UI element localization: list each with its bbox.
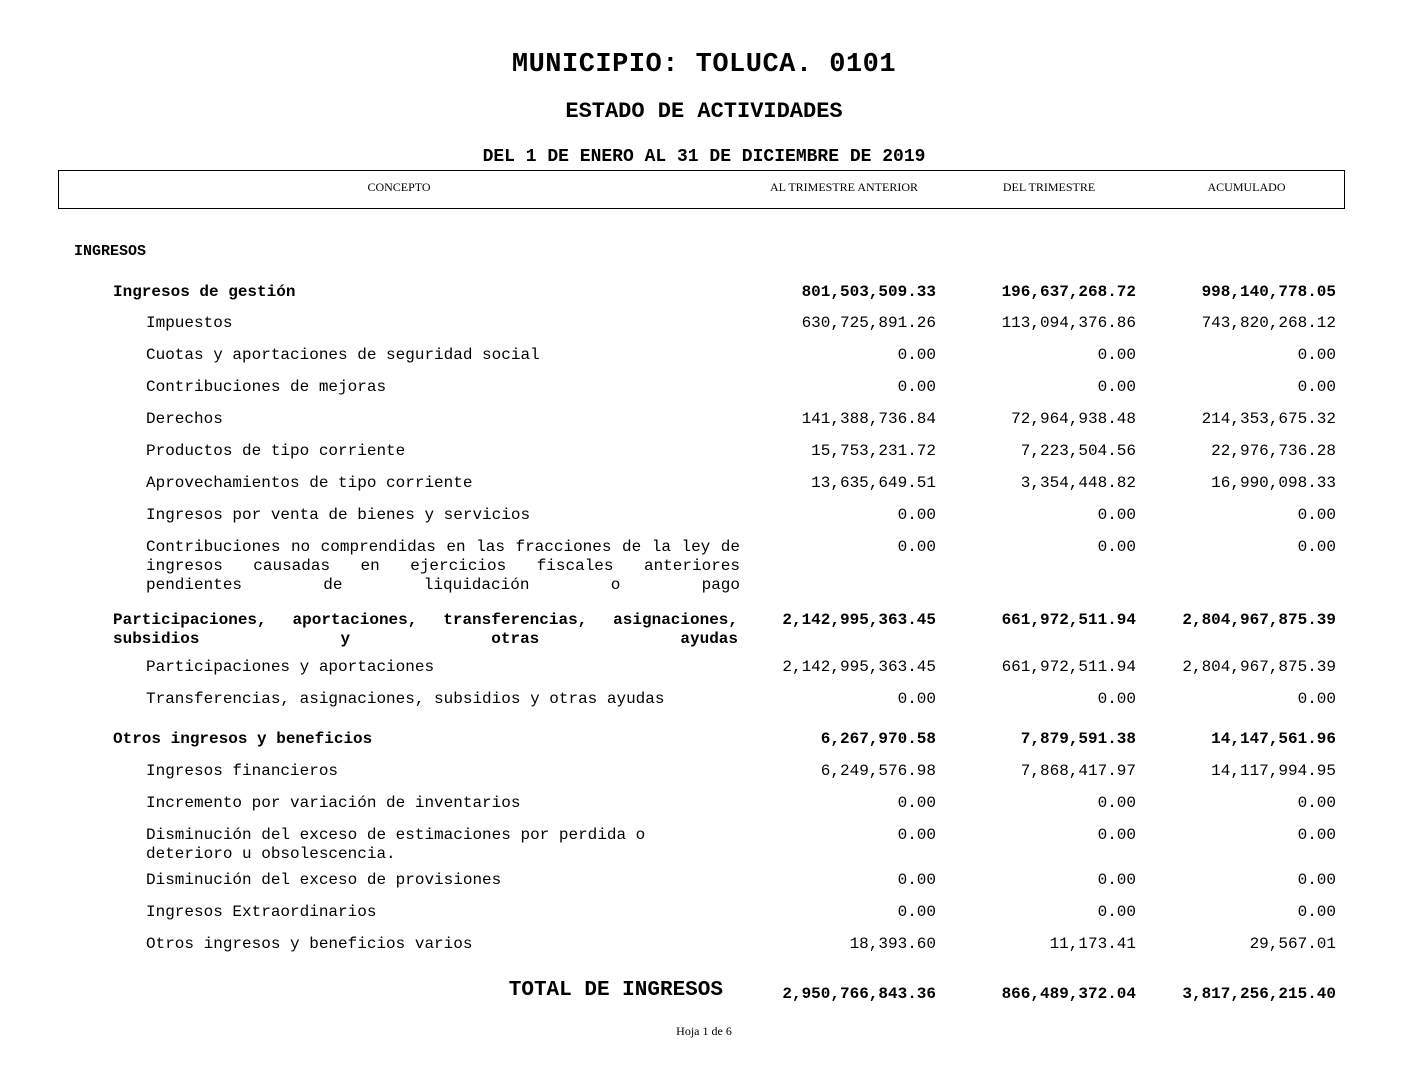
column-header-trimestre: DEL TRIMESTRE (1002, 180, 1096, 194)
value-acumulado: 743,820,268.12 (1201, 314, 1336, 332)
value-trimestre: 7,868,417.97 (1020, 762, 1136, 780)
row-label: Otros ingresos y beneficios varios (146, 935, 473, 953)
value-trimestre: 0.00 (1097, 538, 1136, 556)
row-label: Otros ingresos y beneficios (113, 730, 373, 748)
value-anterior: 0.00 (897, 538, 936, 556)
section-heading-ingresos: INGRESOS (74, 243, 147, 260)
value-anterior: 2,142,995,363.45 (782, 611, 936, 629)
row-label: Ingresos financieros (146, 762, 339, 780)
value-acumulado: 14,117,994.95 (1211, 762, 1336, 780)
value-trimestre: 661,972,511.94 (1001, 658, 1136, 676)
row-label: Participaciones y aportaciones (146, 658, 435, 676)
value-trimestre: 0.00 (1097, 903, 1136, 921)
total-label: TOTAL DE INGRESOS (508, 979, 723, 1002)
value-acumulado: 998,140,778.05 (1201, 283, 1336, 301)
value-acumulado: 2,804,967,875.39 (1182, 611, 1336, 629)
column-header-row (58, 170, 1345, 209)
value-acumulado: 0.00 (1297, 538, 1336, 556)
value-acumulado: 0.00 (1297, 903, 1336, 921)
value-trimestre: 0.00 (1097, 826, 1136, 844)
value-anterior: 801,503,509.33 (801, 283, 936, 301)
value-trimestre: 0.00 (1097, 506, 1136, 524)
value-trimestre: 0.00 (1097, 794, 1136, 812)
row-label: Aprovechamientos de tipo corriente (146, 474, 473, 492)
value-trimestre: 661,972,511.94 (1001, 611, 1136, 629)
value-anterior: 0.00 (897, 826, 936, 844)
value-acumulado: 214,353,675.32 (1201, 410, 1336, 428)
value-acumulado: 0.00 (1297, 346, 1336, 364)
value-acumulado: 0.00 (1297, 794, 1336, 812)
value-trimestre: 196,637,268.72 (1001, 283, 1136, 301)
value-acumulado: 0.00 (1297, 826, 1336, 844)
value-anterior: 0.00 (897, 346, 936, 364)
column-header-acumulado: ACUMULADO (1207, 180, 1286, 194)
row-label: Participaciones, aportaciones, transferencias, asignaciones, subsidios y otras ayudas (113, 611, 738, 648)
value-acumulado: 14,147,561.96 (1211, 730, 1336, 748)
value-trimestre: 11,173.41 (1049, 935, 1136, 953)
column-header-anterior: AL TRIMESTRE ANTERIOR (769, 180, 918, 194)
value-anterior: 0.00 (897, 871, 936, 889)
value-anterior: 15,753,231.72 (811, 442, 936, 460)
value-acumulado: 2,804,967,875.39 (1182, 658, 1336, 676)
value-acumulado: 0.00 (1297, 871, 1336, 889)
value-anterior: 141,388,736.84 (801, 410, 936, 428)
row-label: Transferencias, asignaciones, subsidios y otras ayudas (146, 690, 665, 708)
row-label: Ingresos por venta de bienes y servicios (146, 506, 531, 524)
value-acumulado: 0.00 (1297, 690, 1336, 708)
value-anterior: 18,393.60 (849, 935, 936, 953)
value-acumulado: 0.00 (1297, 506, 1336, 524)
value-anterior: 6,249,576.98 (820, 762, 936, 780)
row-label: Contribuciones no comprendidas en las fracciones de la ley de ingresos causadas en ejercicios fiscales anteriores pendientes de liquidación o pago (146, 538, 740, 594)
value-trimestre: 0.00 (1097, 690, 1136, 708)
row-label: Ingresos Extraordinarios (146, 903, 377, 921)
total-anterior: 2,950,766,843.36 (782, 985, 936, 1003)
value-trimestre: 72,964,938.48 (1011, 410, 1136, 428)
page-number: Hoja 1 de 6 (676, 1024, 732, 1038)
total-trimestre: 866,489,372.04 (1001, 985, 1136, 1003)
report-municipality-title: MUNICIPIO: TOLUCA. 0101 (511, 50, 897, 80)
row-label: Incremento por variación de inventarios (146, 794, 521, 812)
value-trimestre: 7,879,591.38 (1020, 730, 1136, 748)
column-header-concepto: CONCEPTO (367, 180, 431, 194)
total-acumulado: 3,817,256,215.40 (1182, 985, 1336, 1003)
value-acumulado: 16,990,098.33 (1211, 474, 1336, 492)
value-anterior: 0.00 (897, 794, 936, 812)
value-trimestre: 3,354,448.82 (1020, 474, 1136, 492)
row-label: Impuestos (146, 314, 233, 332)
value-acumulado: 0.00 (1297, 378, 1336, 396)
value-trimestre: 0.00 (1097, 378, 1136, 396)
row-label: Disminución del exceso de estimaciones por perdida o deterioro u obsolescencia. (146, 826, 646, 863)
row-label: Disminución del exceso de provisiones (146, 871, 502, 889)
value-trimestre: 0.00 (1097, 346, 1136, 364)
report-statement-title: ESTADO DE ACTIVIDADES (565, 99, 843, 124)
value-anterior: 0.00 (897, 378, 936, 396)
row-label: Contribuciones de mejoras (146, 378, 387, 396)
value-acumulado: 29,567.01 (1249, 935, 1336, 953)
value-anterior: 0.00 (897, 506, 936, 524)
value-trimestre: 113,094,376.86 (1001, 314, 1136, 332)
report-period: DEL 1 DE ENERO AL 31 DE DICIEMBRE DE 2019 (482, 147, 926, 167)
value-anterior: 6,267,970.58 (820, 730, 936, 748)
value-trimestre: 0.00 (1097, 871, 1136, 889)
value-anterior: 630,725,891.26 (801, 314, 936, 332)
value-anterior: 2,142,995,363.45 (782, 658, 936, 676)
value-anterior: 0.00 (897, 903, 936, 921)
row-label: Productos de tipo corriente (146, 442, 406, 460)
value-acumulado: 22,976,736.28 (1211, 442, 1336, 460)
value-anterior: 13,635,649.51 (811, 474, 936, 492)
value-anterior: 0.00 (897, 690, 936, 708)
row-label: Cuotas y aportaciones de seguridad social (146, 346, 540, 364)
row-label: Derechos (146, 410, 223, 428)
row-label: Ingresos de gestión (113, 283, 296, 301)
value-trimestre: 7,223,504.56 (1020, 442, 1136, 460)
